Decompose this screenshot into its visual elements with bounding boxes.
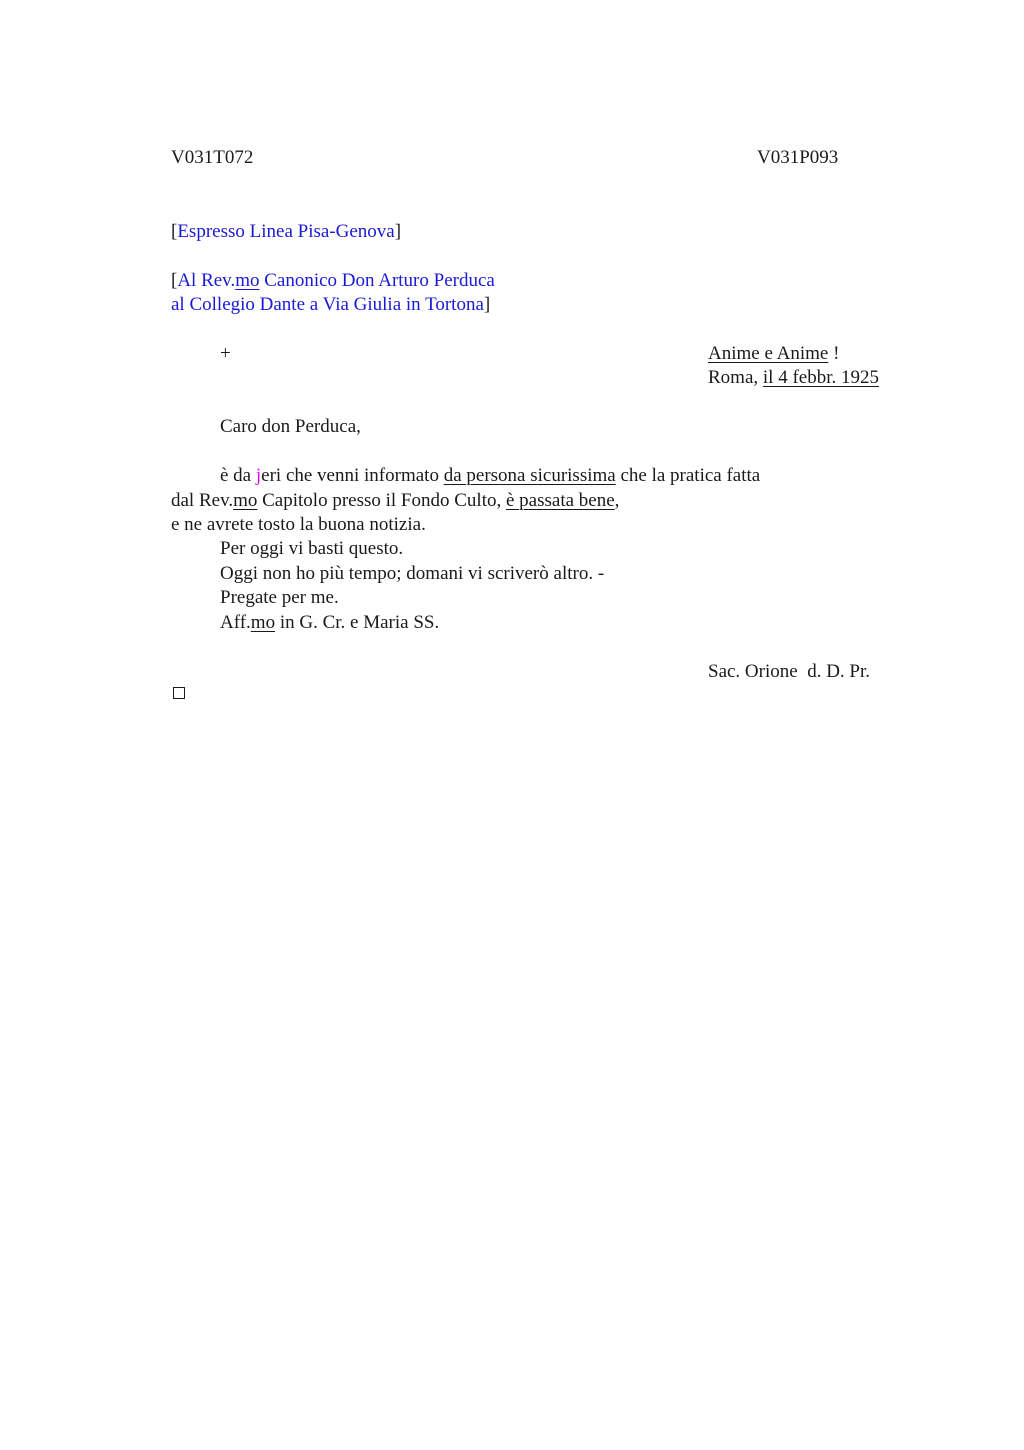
body-line-1	[220, 464, 760, 488]
bracket-close: ]	[483, 294, 491, 315]
body-line-4: Per oggi vi basti questo.	[220, 538, 404, 559]
title-suffix: mo	[250, 612, 276, 633]
addressee-line-2	[171, 293, 490, 317]
place-date	[708, 366, 879, 390]
date: il 4 febbr. 1925	[762, 367, 879, 388]
place: Roma,	[708, 367, 763, 388]
underlined-phrase: è passata bene	[505, 490, 615, 511]
salutation: Caro don Perduca,	[220, 416, 361, 437]
signature: Sac. Orione d. D. Pr.	[708, 661, 871, 682]
document-code-left: V031T072	[171, 147, 254, 168]
text-segment: è da	[220, 465, 256, 486]
addressee-place: al Collegio Dante a Via Giulia in Tortona	[171, 294, 484, 315]
bracket-open: [	[171, 221, 178, 242]
correction-mark: j	[255, 465, 262, 486]
addressee-title: Al Rev.	[177, 270, 236, 291]
document-code-right: V031P093	[757, 147, 839, 168]
closing-line	[220, 611, 439, 635]
addressee-name: Canonico Don Arturo Perduca	[259, 270, 495, 291]
cross-mark: +	[220, 343, 231, 364]
text-segment: Aff.	[220, 612, 251, 633]
delivery-note	[171, 220, 401, 244]
delivery-method: Espresso Linea Pisa-Genova	[177, 221, 395, 242]
title-suffix: mo	[233, 490, 258, 511]
text-segment: che la pratica fatta	[615, 465, 761, 486]
addressee-line-1	[171, 269, 495, 293]
body-line-3: e ne avrete tosto la buona notizia.	[171, 514, 426, 535]
text-segment: ,	[614, 490, 620, 511]
body-line-2	[171, 489, 619, 513]
text-segment: Capitolo presso il Fondo Culto,	[257, 490, 506, 511]
underlined-phrase: da persona sicurissima	[443, 465, 616, 486]
body-line-6: Pregate per me.	[220, 587, 339, 608]
addressee-title-suffix: mo	[235, 270, 260, 291]
motto-tail: !	[828, 343, 840, 364]
body-line-5: Oggi non ho più tempo; domani vi scriverò altro. -	[220, 563, 605, 584]
bracket-open: [	[171, 270, 178, 291]
text-segment: dal Rev.	[171, 490, 234, 511]
motto	[708, 342, 839, 366]
motto-text: Anime e Anime	[708, 343, 829, 364]
text-segment: eri che venni informato	[261, 465, 444, 486]
bracket-close: ]	[394, 221, 402, 242]
text-segment: in G. Cr. e Maria SS.	[275, 612, 440, 633]
checkbox-square-icon	[173, 687, 185, 699]
